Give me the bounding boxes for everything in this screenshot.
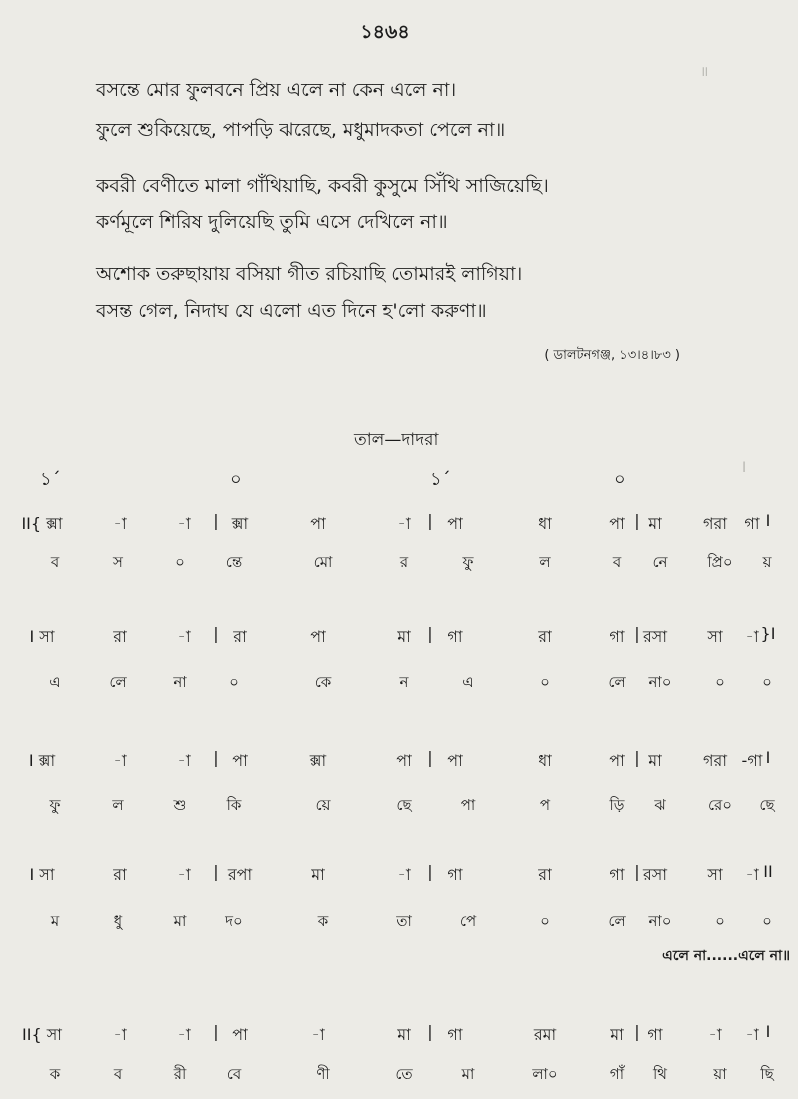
verse-line-6: বসন্ত গেল, নিদাঘ যে এলো এত দিনে হ'লো করুণা॥ <box>96 300 487 322</box>
swara-note: -া <box>745 1025 759 1044</box>
swara-note: -া <box>177 514 191 533</box>
swara-note: I সা <box>29 865 55 884</box>
lyric-syllable: ব <box>50 553 60 571</box>
bar-line: | <box>213 511 219 530</box>
lyric-syllable: ম <box>50 912 60 930</box>
lyric-syllable: পে <box>459 912 477 930</box>
swara-note: রসা <box>642 865 668 884</box>
swara-note: রমা <box>533 1025 557 1044</box>
composition-credit: ( ডালটনগঞ্জ, ১৩।৪।৮৩ ) <box>544 348 680 363</box>
lyric-syllable: ০ <box>540 673 550 691</box>
swara-note: গরা <box>703 751 727 770</box>
lyric-syllable: ক <box>317 912 329 930</box>
swara-note: পা <box>310 627 326 646</box>
swara-note: গা <box>447 1025 463 1044</box>
notation-row <box>0 748 798 774</box>
swara-note: -া <box>113 514 127 533</box>
swara-note: ধা <box>538 751 552 770</box>
lyric-syllable: লে <box>608 912 626 930</box>
lyric-syllable: ০ <box>762 912 772 930</box>
lyric-syllable: ব <box>113 1065 123 1083</box>
swara-note: II <box>763 862 773 881</box>
swara-note: I <box>765 511 771 530</box>
bar-line: | <box>427 511 433 530</box>
swara-note: পা <box>396 751 412 770</box>
lyric-syllable: লা০ <box>532 1065 558 1083</box>
lyric-syllable: ০ <box>229 673 239 691</box>
lyric-syllable: ব <box>612 553 622 571</box>
swara-note: -া <box>745 627 759 646</box>
tal-markers <box>0 465 798 489</box>
lyric-syllable: রী <box>173 1065 187 1083</box>
notation-row <box>0 624 798 650</box>
bar-line: | <box>427 624 433 643</box>
swara-note: মা <box>311 865 325 884</box>
bleed-through-mark: I <box>742 460 747 476</box>
swara-note: -া <box>113 1025 127 1044</box>
page-number: ১৪৬৪ <box>360 21 410 43</box>
lyric-syllable: ০ <box>175 553 185 571</box>
lyrics-row <box>0 794 798 820</box>
lyric-syllable: গাঁ <box>609 1065 625 1083</box>
swara-note: -া <box>745 865 759 884</box>
lyric-syllable: বে <box>226 1065 242 1083</box>
lyric-syllable: ল <box>112 796 124 814</box>
swara-note: গরা <box>703 514 727 533</box>
swara-note: ক্সা <box>231 514 249 533</box>
swara-note: পা <box>232 751 248 770</box>
swara-note: রা <box>113 627 127 646</box>
swara-note: -া <box>311 1025 325 1044</box>
lyric-syllable: দ০ <box>225 912 243 930</box>
lyric-syllable: মো <box>313 553 333 571</box>
lyric-syllable: প <box>539 796 551 814</box>
lyric-syllable: এ <box>462 673 474 691</box>
lyric-syllable: ড়ি <box>609 796 625 814</box>
lyric-syllable: ০ <box>762 673 772 691</box>
lyric-syllable: য়ে <box>315 796 331 814</box>
lyric-syllable: স <box>113 553 123 571</box>
lyric-syllable: ণী <box>316 1065 330 1083</box>
swara-note: পা <box>447 514 463 533</box>
verse-line-2: ফুলে শুকিয়েছে, পাপড়ি ঝরেছে, মধুমাদকতা পেলে না॥ <box>96 119 506 141</box>
lyrics-row <box>0 1063 798 1089</box>
lyric-syllable: ন <box>399 673 409 691</box>
lyric-syllable: মা <box>461 1065 475 1083</box>
swara-note: রা <box>233 627 247 646</box>
lyric-syllable: মা <box>173 912 187 930</box>
tal-marker-khali: ০ <box>230 469 242 490</box>
lyric-syllable: নে <box>652 553 668 571</box>
swara-note: পা <box>609 751 625 770</box>
swara-note: I সা <box>29 627 55 646</box>
swara-note: -া <box>397 514 411 533</box>
lyric-syllable: ছে <box>396 796 412 814</box>
bar-line: | <box>213 624 219 643</box>
swara-note: I <box>765 1022 771 1041</box>
swara-note: রা <box>538 865 552 884</box>
swara-note: গা <box>447 865 463 884</box>
lyric-syllable: লে <box>608 673 626 691</box>
swara-note: সা <box>707 865 723 884</box>
swara-note: -া <box>177 865 191 884</box>
refrain-text: এলে না......এলে না॥ <box>662 948 790 964</box>
swara-note: -া <box>708 1025 722 1044</box>
bar-line: | <box>634 748 640 767</box>
lyric-syllable: না০ <box>648 912 672 930</box>
verse-line-3: কবরী বেণীতে মালা গাঁথিয়াছি, কবরী কুসুমে সিঁথি সাজিয়েছি। <box>96 175 549 197</box>
bar-line: | <box>634 1022 640 1041</box>
swara-note: II{ সা <box>22 1025 62 1044</box>
swara-note: মা <box>648 751 662 770</box>
bar-line: | <box>427 748 433 767</box>
lyrics-row <box>0 910 798 936</box>
lyric-syllable: ক <box>49 1065 61 1083</box>
tala-heading: তাল—দাদরা <box>354 430 439 450</box>
swara-note: -া <box>177 627 191 646</box>
swara-note: মা <box>397 1025 411 1044</box>
swara-note: মা <box>397 627 411 646</box>
swara-note: ধা <box>538 514 552 533</box>
lyric-syllable: ০ <box>715 673 725 691</box>
lyric-syllable: তে <box>395 1065 413 1083</box>
bar-line: | <box>213 748 219 767</box>
lyric-syllable: ফু <box>49 796 61 814</box>
bleed-through-mark: ॥ <box>700 64 709 80</box>
bar-line: | <box>427 862 433 881</box>
lyric-syllable: না০ <box>648 673 672 691</box>
lyric-syllable: ল <box>539 553 551 571</box>
tal-marker-khali: ০ <box>614 469 626 490</box>
swara-note: মা <box>610 1025 624 1044</box>
verse-line-4: কর্ণমূলে শিরিষ দুলিয়েছি তুমি এসে দেখিলে না॥ <box>96 211 448 233</box>
lyric-syllable: পা <box>460 796 476 814</box>
swara-note: গা <box>609 627 625 646</box>
swara-note: সা <box>707 627 723 646</box>
swara-note: গা <box>744 514 760 533</box>
swara-note: পা <box>310 514 326 533</box>
swara-note: পা <box>232 1025 248 1044</box>
lyric-syllable: য়া <box>713 1065 727 1083</box>
swara-note: মা <box>648 514 662 533</box>
bar-line: | <box>634 862 640 881</box>
notation-row <box>0 862 798 888</box>
swara-note: পা <box>609 514 625 533</box>
swara-note: II{ ক্সা <box>21 514 63 533</box>
swara-note: রা <box>113 865 127 884</box>
lyric-syllable: প্রি০ <box>707 553 733 571</box>
bar-line: | <box>213 1022 219 1041</box>
lyric-syllable: য় <box>762 553 772 571</box>
bar-line: | <box>213 862 219 881</box>
verse-line-1: বসন্তে মোর ফুলবনে প্রিয় এলে না কেন এলে না। <box>96 79 457 101</box>
swara-note: রা <box>538 627 552 646</box>
tal-marker-sam: ১´ <box>40 469 61 490</box>
lyric-syllable: ছে <box>759 796 775 814</box>
lyric-syllable: ০ <box>715 912 725 930</box>
bar-line: | <box>634 511 640 530</box>
swara-note: গা <box>647 1025 663 1044</box>
swara-note: I <box>765 748 771 767</box>
notation-row <box>0 511 798 537</box>
lyric-syllable: এ <box>49 673 61 691</box>
swara-note: ক্সা <box>309 751 327 770</box>
swara-note: গা <box>447 627 463 646</box>
swara-note: -গা <box>741 751 763 770</box>
swara-note: পা <box>447 751 463 770</box>
swara-note: -া <box>397 865 411 884</box>
swara-note: -া <box>177 1025 191 1044</box>
lyric-syllable: না <box>173 673 187 691</box>
swara-note: গা <box>609 865 625 884</box>
lyric-syllable: ধু <box>113 912 123 930</box>
tal-marker-sam: ১´ <box>430 469 451 490</box>
lyric-syllable: কে <box>314 673 332 691</box>
swara-note: I ক্সা <box>28 751 56 770</box>
lyric-syllable: লে <box>109 673 127 691</box>
lyric-syllable: ছি <box>760 1065 774 1083</box>
lyrics-row <box>0 551 798 577</box>
lyric-syllable: কি <box>226 796 242 814</box>
lyrics-row <box>0 671 798 697</box>
notation-row <box>0 1022 798 1048</box>
lyric-syllable: শু <box>173 796 187 814</box>
bar-line: | <box>634 624 640 643</box>
lyric-syllable: ঝ <box>654 796 666 814</box>
lyric-syllable: ফু <box>462 553 474 571</box>
lyric-syllable: র <box>399 553 409 571</box>
bar-line: | <box>427 1022 433 1041</box>
swara-note: }I <box>760 624 776 643</box>
swara-note: -া <box>177 751 191 770</box>
lyric-syllable: ন্তে <box>225 553 243 571</box>
verse-line-5: অশোক তরুছায়ায় বসিয়া গীত রচিয়াছি তোমারই লাগিয়া। <box>96 263 523 285</box>
swara-note: রপা <box>227 865 253 884</box>
swara-note: -া <box>113 751 127 770</box>
lyric-syllable: ০ <box>540 912 550 930</box>
lyric-syllable: থি <box>652 1065 668 1083</box>
lyric-syllable: রে০ <box>707 796 733 814</box>
lyric-syllable: তা <box>396 912 412 930</box>
swara-note: রসা <box>642 627 668 646</box>
